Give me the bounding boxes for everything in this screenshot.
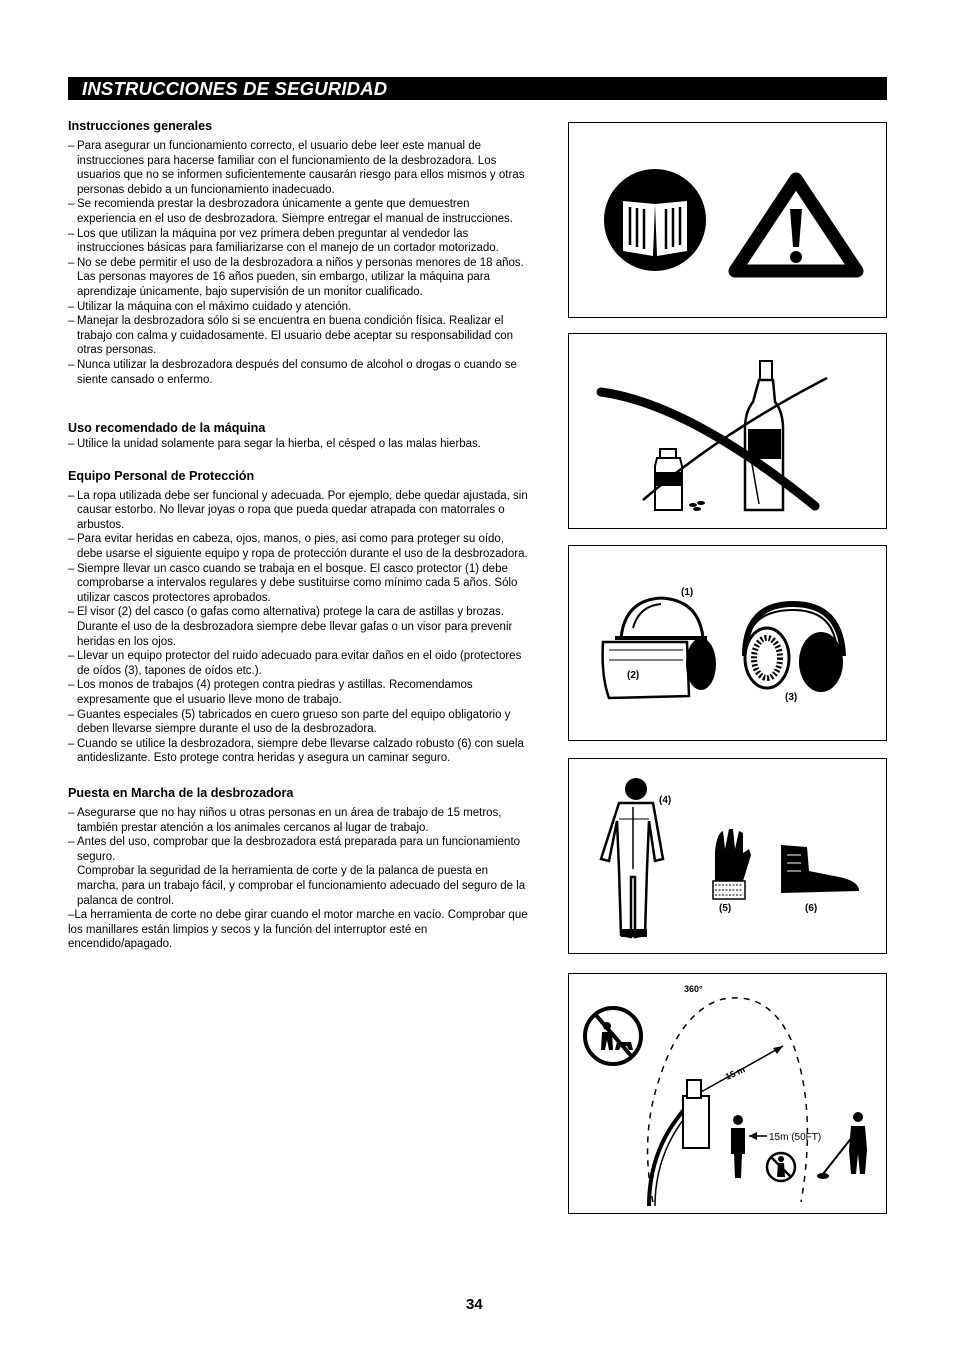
zone-angle-label: 360° [684,984,703,994]
list-item: – No se debe permitir el uso de la desbrozadora a niños y personas menores de 18 años. Las personas mayores de 16 años pueden, sin embargo, utilizar la máquina para aprendizaje únicamente, bajo supervisión de un monitor cualificado. [68,256,528,300]
warning-icon [735,179,857,271]
section-recommended-use [68,420,528,452]
list-item: – La ropa utilizada debe ser funcional y adecuada. Por ejemplo, debe quedar ajustada, sin causar estorbo. No llevar joyas o ropa que pueda quedar atrapada con matorrales o arbustos. [68,489,528,533]
section-startup [68,785,528,952]
list-item: – Llevar un equipo protector del ruido adecuado para evitar daños en el oido (protectores de oídos (3), tapones de oídos etc.). [68,649,528,678]
figure-ppe-head [568,545,887,741]
section-ppe [68,468,528,766]
ear-muffs-icon [745,604,843,692]
bullet-list [68,806,528,952]
list-item: – Utilizar la máquina con el máximo cuidado y atención. [68,300,528,315]
banner-title: INSTRUCCIONES DE SEGURIDAD [82,78,388,99]
label-helmet: (1) [681,587,694,598]
list-item: – Para evitar heridas en cabeza, ojos, manos, o pies, asi como para proteger su oído, debe usarse el siguiente equipo y ropa de protección durante el uso de la desbrozadora. [68,532,528,561]
distance-arrow [749,1132,767,1140]
list-item: – Asegurarse que no hay niños u otras personas en un área de trabajo de 15 metros, también prestar atención a los animales cercanos al lugar de trabajo. [68,806,528,835]
list-item: – Cuando se utilice la desbrozadora, siempre debe llevarse calzado robusto (6) con suela antideslizante. Esto protege contra heridas y asegura un caminar seguro. [68,737,528,766]
zone-distance-label: 15m (50FT) [769,1132,822,1143]
bullet-list [68,139,528,387]
operator-with-trimmer-icon [649,1080,709,1206]
list-item: – Nunca utilizar la desbrozadora después del consumo de alcohol o drogas o cuando se siente cansado o enfermo. [68,358,528,387]
list-item: – Los monos de trabajos (4) protegen contra piedras y astillas. Recomendamos expresamente que el usuario lleve mono de trabajo. [68,678,528,707]
figure-safety-zone [568,973,887,1214]
section-heading: Equipo Personal de Protección [68,468,255,483]
no-children-animals-icon [585,1008,641,1064]
label-boots: (6) [805,903,818,914]
list-item: – Antes del uso, comprobar que la desbrozadora está preparada para un funcionamiento seguro. [68,835,528,864]
list-item: – El visor (2) del casco (o gafas como alternativa) protege la cara de astillas y brozas. Durante el uso de la desbrozadora siempre debe llevar gafas o un visor para prevenir heridas en los ojos. [68,605,528,649]
label-ear-muffs: (3) [785,692,798,703]
text-column [68,118,528,971]
list-item: – Manejar la desbrozadora sólo si se encuentra en buena condición física. Realizar el trabajo con calma y cuidadosamente. El usuario debe aceptar su responsabilidad con otras personas. [68,314,528,358]
list-item: –La herramienta de corte no debe girar cuando el motor marche en vacío. Comprobar que los manillares están limpios y secos y la función del interruptor esté en encendido/apagado. [68,909,528,951]
list-item: – Los que utilizan la máquina por vez primera deben preguntar al vendedor las instrucciones básicas para familiarizarse con el manejo de un cortador motorizado. [68,227,528,256]
label-gloves: (5) [719,903,732,914]
list-item: – Para asegurar un funcionamiento correcto, el usuario debe leer este manual de instrucciones para hacerse familiar con el funcionamiento de la desbrozadora. Los usuarios que no se informen suficientemente causarán riesgo para ellos mismos y otras personas debido a un funcionamiento inadecuado. [68,139,528,197]
zone-radius-label: 15 m [723,1064,747,1082]
label-overalls: (4) [659,795,672,806]
label-visor: (2) [627,670,640,681]
list-item: – Se recomienda prestar la desbrozadora únicamente a gente que demuestren experiencia en el uso de desbrozadora. Siempre entregar el manual de instrucciones. [68,197,528,226]
section-banner [68,77,887,100]
bottle-icon [745,361,783,510]
bystander-icon [731,1115,745,1178]
glove-icon [713,829,751,899]
boot-icon [781,845,859,893]
cross-out-icon [601,378,827,506]
figure-no-alcohol [568,333,887,529]
section-heading: Puesta en Marcha de la desbrozadora [68,785,294,800]
no-children-icon [767,1153,795,1181]
section-heading: Uso recomendado de la máquina [68,421,266,436]
helmet-icon [615,598,707,638]
helmet-ear-cup-icon [686,638,716,690]
read-manual-icon [604,169,706,271]
visor-icon [603,642,689,698]
list-item: – Siempre llevar un casco cuando se trabaja en el bosque. El casco protector (1) debe comprobarse a intervalos regulares y debe sustituirse como mínimo cada 5 años. Sólo utilizar cascos protectores aprobados. [68,562,528,606]
figure-read-manual [568,122,887,318]
section-heading: Instrucciones generales [68,119,213,133]
bullet-list [68,437,528,452]
figure-ppe-body [568,758,887,954]
page-number: 34 [466,1296,483,1313]
section-general [68,118,528,387]
worker-overalls-icon [601,778,663,937]
bullet-list [68,489,528,766]
worker-with-trimmer-icon [817,1112,867,1179]
list-item: – Guantes especiales (5) tabricados en cuero grueso son parte del equipo obligatorio y deben llevarse siempre durante el uso de la desbrozadora. [68,708,528,737]
list-item-continuation: Comprobar la seguridad de la herramienta de corte y de la palanca de puesta en marcha, para un trabajo fácil, y comprobar el funcionamiento adecuado del seguro de la palanca de control. [77,865,526,907]
list-item: – Utilice la unidad solamente para segar la hierba, el césped o las malas hierbas. [68,437,528,452]
